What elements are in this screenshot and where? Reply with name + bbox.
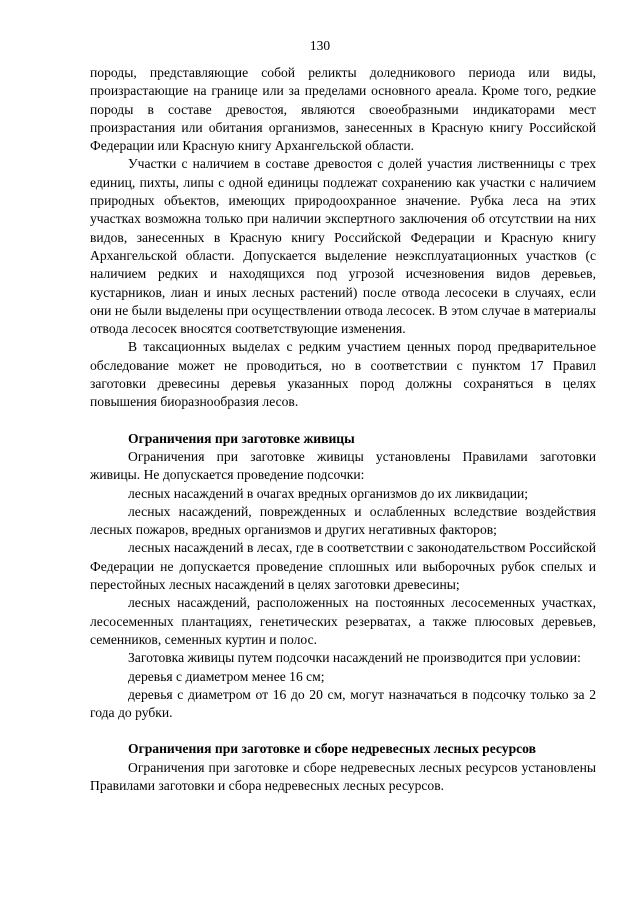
paragraph: В таксационных выделах с редким участием ценных пород предварительное обследование может не проводиться, но в соответствии с пунктом 17 Правил заготовки древесины деревья указанных пород должны сохраняться в целях повышения биоразнообразия лесов. xyxy=(90,339,596,410)
list-item: лесных насаждений, поврежденных и ослабленных вследствие воздействия лесных пожаров, вредных организмов и других негативных факторов; xyxy=(90,503,596,538)
paragraph: Заготовка живицы путем подсочки насаждений не производится при условии: xyxy=(128,650,581,666)
list-item: лесных насаждений в очагах вредных организмов до их ликвидации; xyxy=(128,485,529,501)
list-item: деревья с диаметром менее 16 см; xyxy=(128,668,325,684)
section-heading-resin: Ограничения при заготовке живицы xyxy=(128,430,355,446)
paragraph: породы, представляющие собой реликты доледникового периода или виды, произрастающие на границе или за пределами основного ареала. Кроме того, редкие породы в составе древостоя, являются своеобразными индикаторами мест произрастания или обитания организмов, занесенных в Красную книгу Российской Федерации или Красную книгу Архангельской области. xyxy=(90,65,596,154)
paragraph: Ограничения при заготовке живицы установлены Правилами заготовки живицы. Не допускается проведение подсочки: xyxy=(90,448,596,483)
list-item: лесных насаждений, расположенных на постоянных лесосеменных участках, лесосеменных плантациях, генетических резерватах, а также плюсовых деревьев, семенников, семенных куртин и полос. xyxy=(90,595,596,647)
page-number: 130 xyxy=(309,38,331,53)
list-item: деревья с диаметром от 16 до 20 см, могут назначаться в подсочку только за 2 года до рубки. xyxy=(90,686,596,721)
paragraph: Участки с наличием в составе древостоя с долей участия лиственницы с трех единиц, пихты, липы с одной единицы подлежат сохранению как участки с наличием природных объектов, имеющих природоохранное значение. Рубка леса на этих участках возможна только при наличии экспертного заключения об отсутствии на них видов, занесенных в Красную книгу Российской Федерации и Красную книгу Архангельской области. Допускается выделение неэксплуатационных участков (с наличием редких и находящихся под угрозой исчезновения видов деревьев, кустарников, лиан и иных лесных растений) после отвода лесосеки в случаях, если они не были выделены при осуществлении отвода лесосек. В этом случае в материалы отвода лесосек вносятся соответствующие изменения. xyxy=(90,156,596,337)
paragraph: Ограничения при заготовке и сборе недревесных лесных ресурсов установлены Правилами заготовки и сбора недревесных лесных ресурсов. xyxy=(90,759,596,793)
section-heading-non-timber: Ограничения при заготовке и сборе недревесных лесных ресурсов xyxy=(128,741,536,757)
list-item: лесных насаждений в лесах, где в соответствии с законодательством Российской Федерации не допускается проведение сплошных или выборочных рубок спелых и перестойных лесных насаждений в целях заготовки древесины; xyxy=(90,540,596,593)
document-body xyxy=(90,64,596,795)
